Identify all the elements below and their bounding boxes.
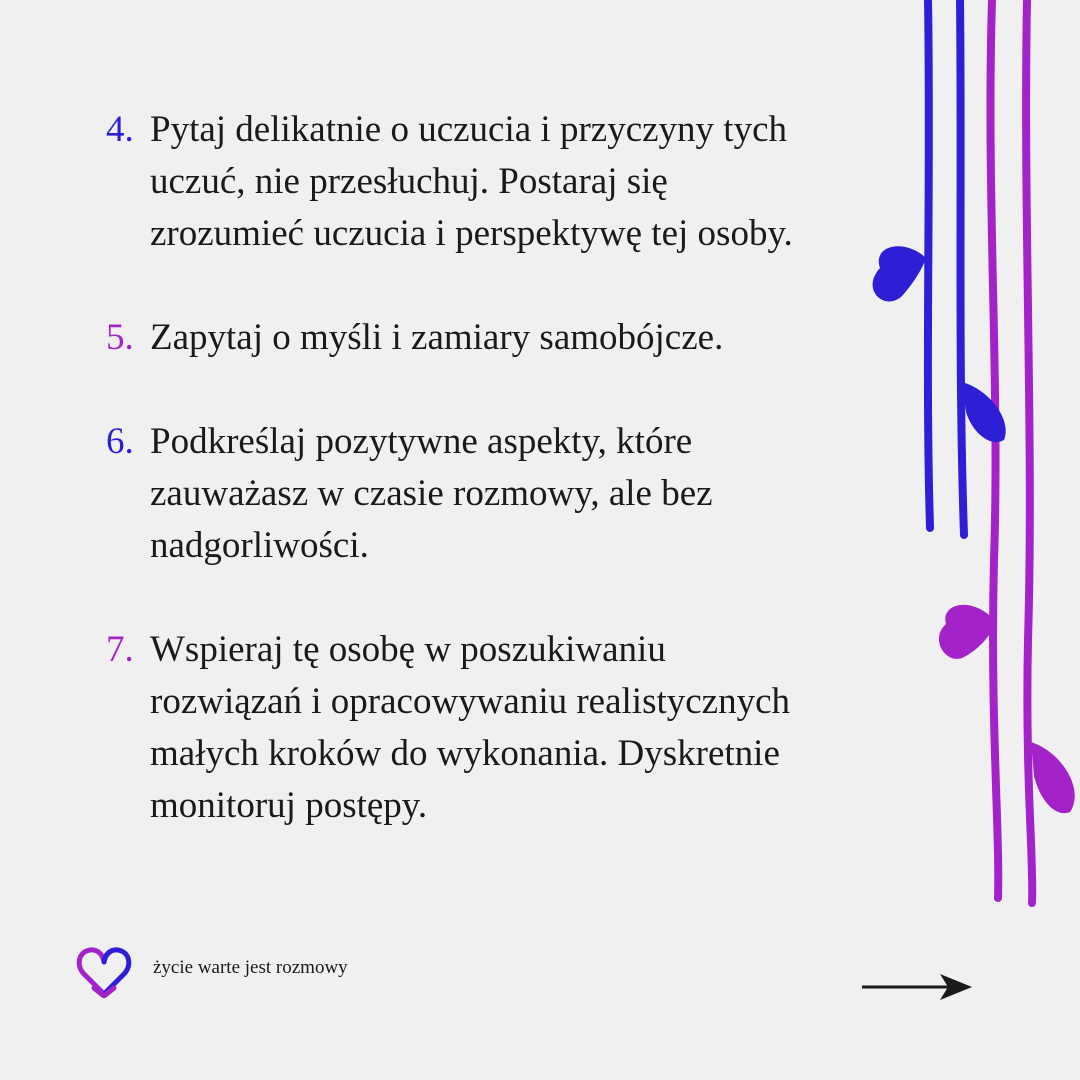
item-number: 5. — [106, 317, 134, 358]
item-number: 6. — [106, 421, 134, 462]
leaf-icon — [939, 605, 996, 659]
item-text: Zapytaj o myśli i zamiary samobójcze. — [150, 317, 724, 358]
double-heart-logo-icon — [76, 944, 140, 998]
purple-line-2 — [1026, 0, 1032, 903]
leaf-icon — [962, 382, 1006, 442]
leaf-icon — [873, 246, 926, 301]
blue-line-1 — [928, 0, 930, 528]
item-text: Wspieraj tę osobę w poszukiwaniu rozwiązań i opracowywaniu realistycznych małych kroków do wykonania. Dyskretnie monitoruj postępy. — [150, 629, 791, 826]
item-text: Pytaj delikatnie o uczucia i przyczyny tych uczuć, nie przesłuchuj. Postaraj się zrozumieć uczucia i perspektywę tej osoby. — [150, 109, 793, 254]
brand-name: życie warte jest rozmowy — [153, 957, 348, 978]
blue-line-2 — [960, 0, 964, 535]
purple-line-1 — [990, 0, 998, 898]
item-number: 4. — [106, 109, 134, 150]
item-text: Podkreślaj pozytywne aspekty, które zauważasz w czasie rozmowy, ale bez nadgorliwości. — [150, 421, 713, 566]
arrow-right-icon[interactable] — [860, 970, 976, 1006]
leaf-icon — [1031, 742, 1075, 813]
item-number: 7. — [106, 629, 134, 670]
